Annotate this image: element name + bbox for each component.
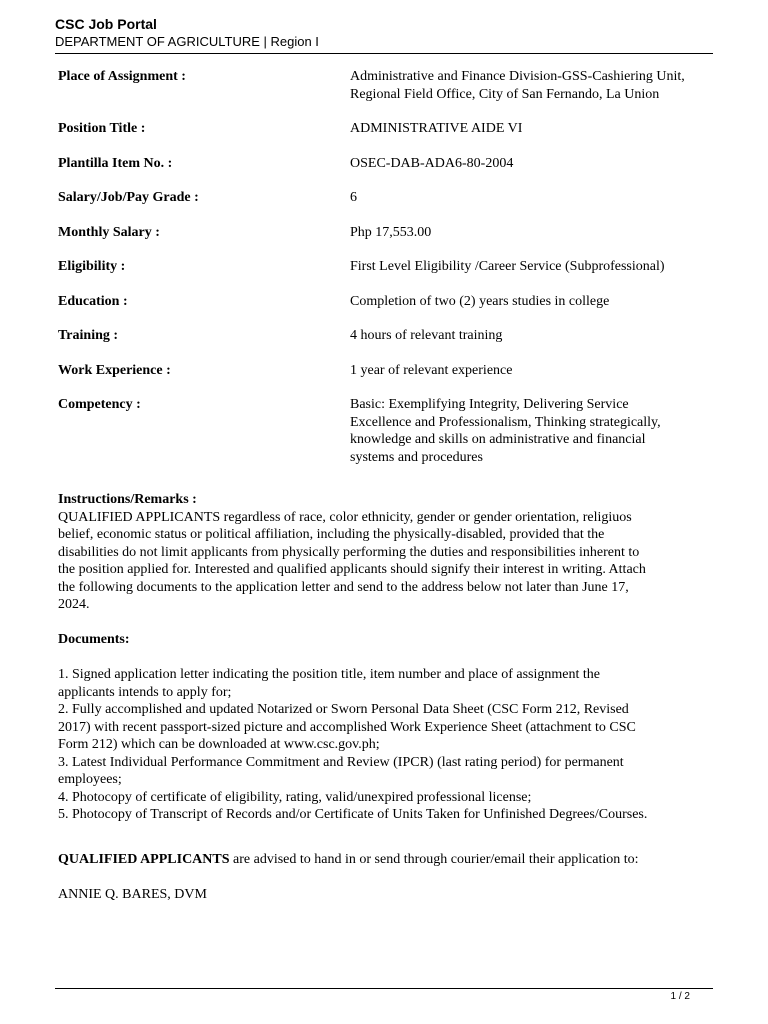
page-header (55, 16, 713, 50)
field-row (58, 155, 708, 173)
page-number: 1 / 2 (670, 991, 690, 1002)
field-value (350, 224, 708, 242)
instructions-line: belief, economic status or political affiliation, including the physically-disabled, provided that the (58, 527, 605, 542)
field-row (58, 224, 708, 242)
documents-section (58, 631, 708, 824)
field-label: Position Title : (58, 121, 146, 136)
document-line: 2017) with recent passport-sized picture and accomplished Work Experience Sheet (attachment to CSC (58, 719, 636, 735)
document-line: Form 212) which can be downloaded at www.csc.gov.ph; (58, 737, 380, 752)
field-value-line: Regional Field Office, City of San Fernando, La Union (350, 86, 660, 102)
field-label: Competency : (58, 397, 141, 412)
field-label: Plantilla Item No. : (58, 155, 173, 171)
field-row (58, 396, 708, 466)
field-label: Salary/Job/Pay Grade : (58, 190, 199, 205)
field-value (350, 189, 708, 207)
instructions-text (58, 509, 708, 614)
closing-text: are advised to hand in or send through courier/email their application to: (229, 851, 639, 867)
instructions-line: QUALIFIED APPLICANTS regardless of race, color ethnicity, gender or gender orientation, religiuos (58, 509, 632, 525)
field-label: Training : (58, 328, 119, 343)
documents-list (58, 666, 708, 824)
signatory-name: ANNIE Q. BARES, DVM (58, 887, 207, 902)
field-label: Education : (58, 293, 128, 309)
instructions-line: 2024. (58, 597, 90, 612)
field-value-line: Basic: Exemplifying Integrity, Delivering Service (350, 397, 629, 412)
instructions-line: the position applied for. Interested and qualified applicants should signify their interest in writing. Attach (58, 562, 646, 577)
field-value (350, 68, 708, 103)
field-value-line: Php 17,553.00 (350, 224, 432, 240)
document-line: 3. Latest Individual Performance Commitment and Review (IPCR) (last rating period) for permanent (58, 754, 624, 770)
document-line: applicants intends to apply for; (58, 684, 232, 700)
field-row (58, 293, 708, 311)
field-label: Place of Assignment : (58, 69, 186, 84)
instructions-line: the following documents to the application letter and send to the address below not later than June 17, (58, 579, 629, 595)
field-value-line: knowledge and skills on administrative and financial (350, 432, 646, 447)
field-value-line: systems and procedures (350, 449, 483, 465)
field-value (350, 155, 708, 173)
footer-divider (55, 988, 713, 989)
field-label: Monthly Salary : (58, 224, 160, 240)
document-line: 4. Photocopy of certificate of eligibility, rating, valid/unexpired professional license; (58, 789, 532, 805)
field-value-line: Administrative and Finance Division-GSS-Cashiering Unit, (350, 69, 685, 84)
portal-title: CSC Job Portal (55, 16, 157, 32)
field-row (58, 327, 708, 345)
document-body (58, 68, 708, 904)
field-row (58, 189, 708, 207)
field-row (58, 68, 708, 103)
instructions-line: disabilities do not limit applicants from physically performing the duties and responsibilities inherent to (58, 544, 640, 560)
field-row (58, 362, 708, 380)
field-value-line: 1 year of relevant experience (350, 362, 513, 378)
agency-subtitle: DEPARTMENT OF AGRICULTURE | Region I (55, 34, 319, 49)
field-value (350, 396, 708, 466)
field-value-line: ADMINISTRATIVE AIDE VI (350, 121, 523, 136)
header-divider (55, 53, 713, 54)
field-value (350, 120, 708, 138)
document-line: employees; (58, 772, 122, 787)
closing-bold: QUALIFIED APPLICANTS (58, 851, 230, 867)
field-value (350, 293, 708, 311)
field-row (58, 120, 708, 138)
job-details (58, 68, 708, 466)
documents-heading: Documents: (58, 631, 130, 647)
field-value-line: 6 (350, 190, 357, 205)
document-line: 1. Signed application letter indicating the position title, item number and place of assignment the (58, 667, 600, 682)
closing-paragraph (58, 851, 708, 869)
field-label: Eligibility : (58, 259, 126, 274)
field-value-line: Completion of two (2) years studies in college (350, 293, 610, 309)
field-value-line: Excellence and Professionalism, Thinking strategically, (350, 414, 661, 430)
field-value (350, 362, 708, 380)
field-value-line: 4 hours of relevant training (350, 328, 503, 343)
field-value-line: First Level Eligibility /Career Service (Subprofessional) (350, 259, 665, 274)
instructions-section (58, 491, 708, 614)
document-line: 5. Photocopy of Transcript of Records and/or Certificate of Units Taken for Unfinished Degrees/Courses. (58, 807, 648, 822)
instructions-heading: Instructions/Remarks : (58, 492, 197, 507)
field-label: Work Experience : (58, 362, 171, 378)
field-row (58, 258, 708, 276)
field-value-line: OSEC-DAB-ADA6-80-2004 (350, 155, 514, 171)
field-value (350, 258, 708, 276)
field-value (350, 327, 708, 345)
document-line: 2. Fully accomplished and updated Notarized or Sworn Personal Data Sheet (CSC Form 212, Revised (58, 702, 629, 717)
